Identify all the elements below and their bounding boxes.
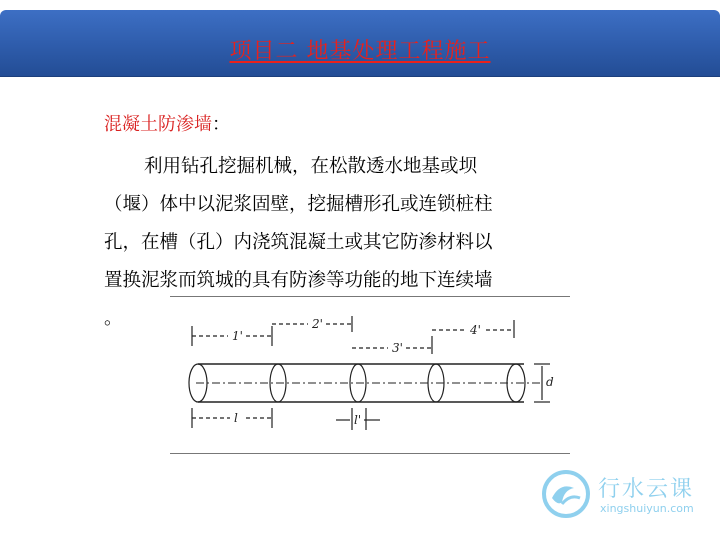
watermark-url: xingshuiyun.com [600, 502, 694, 515]
heading-colon: ： [212, 114, 230, 135]
label-2: 2' [312, 317, 323, 331]
body-line-2: （堰）体中以泥浆固壁，挖掘槽形孔或连锁桩柱 [104, 194, 493, 215]
body-line-1: 利用钻孔挖掘机械，在松散透水地基或坝 [144, 156, 478, 177]
body-line-5: 。 [104, 308, 123, 329]
label-3: 3' [392, 341, 403, 355]
pile-wall-diagram [170, 296, 570, 454]
heading-term: 混凝土防渗墙 [104, 114, 212, 135]
label-1: 1' [232, 329, 243, 343]
body-line-4: 置换泥浆而筑城的具有防渗等功能的地下连续墙 [104, 270, 493, 291]
watermark-brand: 行水云课 [598, 477, 695, 502]
body-line-3: 孔，在槽（孔）内浇筑混凝土或其它防渗材料以 [104, 232, 493, 253]
label-d: d [546, 375, 554, 389]
title-bar [0, 10, 720, 76]
watermark [540, 468, 710, 528]
wave-logo-icon [540, 468, 592, 520]
label-lprime: l' [354, 413, 362, 427]
slide-title: 项目二 地基处理工程施工 [229, 39, 491, 64]
label-l: l [234, 411, 238, 425]
label-4: 4' [470, 323, 481, 337]
section-heading [104, 110, 230, 136]
